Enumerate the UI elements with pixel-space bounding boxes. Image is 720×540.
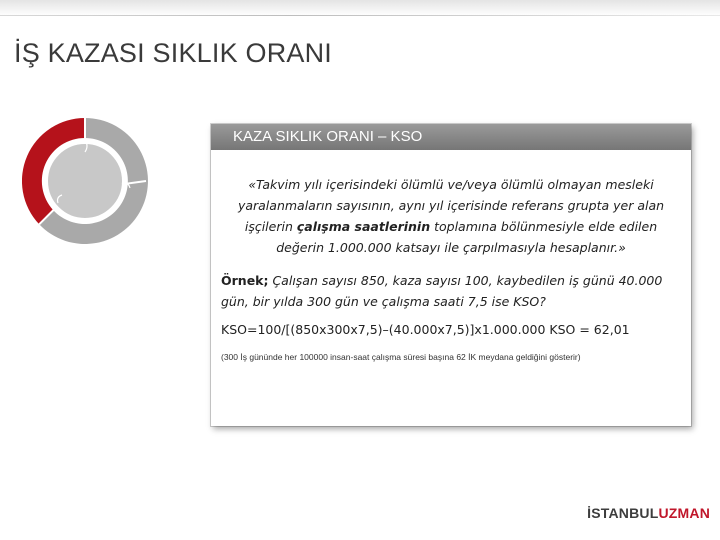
definition-bold: çalışma saatlerinin (296, 219, 431, 234)
definition-part1: «Takvim yılı içerisindeki ölümlü ve/veya ölümlü olmayan mesleki yaralanmaların sayısının, aynı yıl içerisinde referans grupta yer alan işçilerin (237, 177, 665, 234)
footnote-text: (300 İş gününde her 100000 insan-saat çalışma süresi başına 62 İK meydana geldiğini gösterir) (221, 352, 581, 362)
definition-part2: toplamına bölünmesiyle elde edilen değerin 1.000.000 katsayı ile çarpılmasıyla hesaplanır.» (276, 219, 658, 255)
panel-header: KAZA SIKLIK ORANI – KSO (211, 124, 691, 150)
kso-info-panel (211, 124, 691, 426)
slide-title: İŞ KAZASI SIKLIK ORANI (14, 38, 332, 68)
example-label: Örnek; (221, 273, 269, 288)
definition-text (225, 174, 677, 258)
brand-part2: UZMAN (658, 505, 710, 521)
example-body: Çalışan sayısı 850, kaza sayısı 100, kaybedilen iş günü 40.000 gün, bir yılda 300 gün ve çalışma saati 7,5 ise KSO? (221, 273, 663, 309)
formula-text: KSO=100/[(850x300x7,5)–(40.000x7,5)]x1.000.000 KSO = 62,01 (221, 322, 630, 337)
example-text (221, 270, 681, 312)
brand-logo (587, 505, 710, 521)
brand-part1: İSTANBUL (587, 505, 659, 521)
ring-graphic-icon (22, 118, 148, 244)
top-decorative-band (0, 0, 720, 16)
